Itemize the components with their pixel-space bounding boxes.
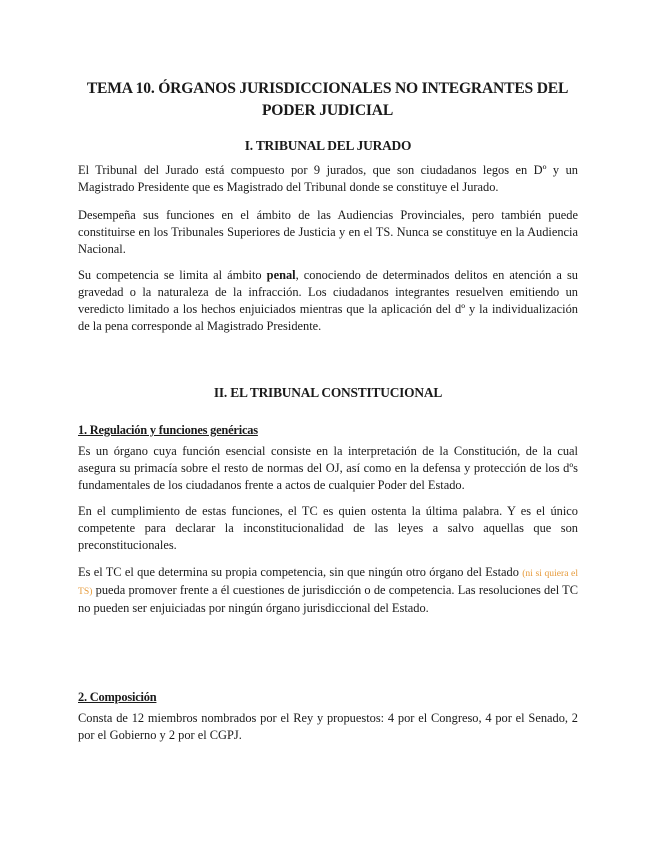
paragraph-tc-funcion: Es un órgano cuya función esencial consiste en la interpretación de la Constitución, de la cual asegura su primacía sobre el resto de normas del OJ, así como en la defensa y protección de los dºs fundamentales de los ciudadanos frente a actos de cualquier Poder del Estado. — [78, 444, 578, 493]
bold-term-penal: penal — [266, 268, 296, 282]
paragraph-tc-competencia — [78, 564, 578, 617]
paragraph-jurado-composition: El Tribunal del Jurado está compuesto por 9 jurados, que son ciudadanos legos en Dº y un Magistrado Presidente que es Magistrado del Tribunal donde se constituye el Jurado. — [78, 163, 578, 195]
annotation-note: (ni si quiera el TS) — [78, 568, 578, 598]
text-segment: pueda promover frente a él cuestiones de jurisdicción o de competencia. Las resoluciones del TC no pueden ser enjuiciadas por ningún órgano jurisdiccional del Estado. — [78, 583, 578, 616]
paragraph-tc-ultima-palabra: En el cumplimiento de estas funciones, el TC es quien ostenta la última palabra. Y es el único competente para declarar la inconstitucionalidad de las leyes a salvo aquellas que son preconstitucionales. — [78, 504, 578, 553]
subheading-regulacion: 1. Regulación y funciones genéricas — [78, 423, 258, 437]
text-segment: Es el TC el que determina su propia competencia, sin que ningún otro órgano del Estado — [78, 565, 523, 579]
text-segment: Su competencia se limita al ámbito — [78, 268, 267, 282]
paragraph-composicion: Consta de 12 miembros nombrados por el Rey y propuestos: 4 por el Congreso, 4 por el Senado, 2 por el Gobierno y 2 por el CGPJ. — [78, 711, 578, 743]
page-title: TEMA 10. ÓRGANOS JURISDICCIONALES NO INTEGRANTES DEL PODER JUDICIAL — [86, 80, 569, 119]
paragraph-jurado-ambito: Desempeña sus funciones en el ámbito de las Audiencias Provinciales, pero también puede constituirse en los Tribunales Superiores de Justicia y en el TS. Nunca se constituye en la Audiencia Nacional. — [78, 208, 578, 257]
section-heading-tc: II. EL TRIBUNAL CONSTITUCIONAL — [213, 385, 443, 400]
subheading-composicion: 2. Composición — [78, 690, 157, 704]
text-segment: , conociendo de determinados delitos en atención a su gravedad o la naturaleza de la infracción. Los ciudadanos integrantes resuelven emitiendo un veredicto limitado a los hechos enjuiciados mientras que la aplicación del dº y la individualización de la pena corresponde al Magistrado Presidente. — [78, 268, 578, 334]
paragraph-jurado-competencia — [78, 267, 578, 335]
section-heading-jurado: I. TRIBUNAL DEL JURADO — [244, 138, 412, 153]
